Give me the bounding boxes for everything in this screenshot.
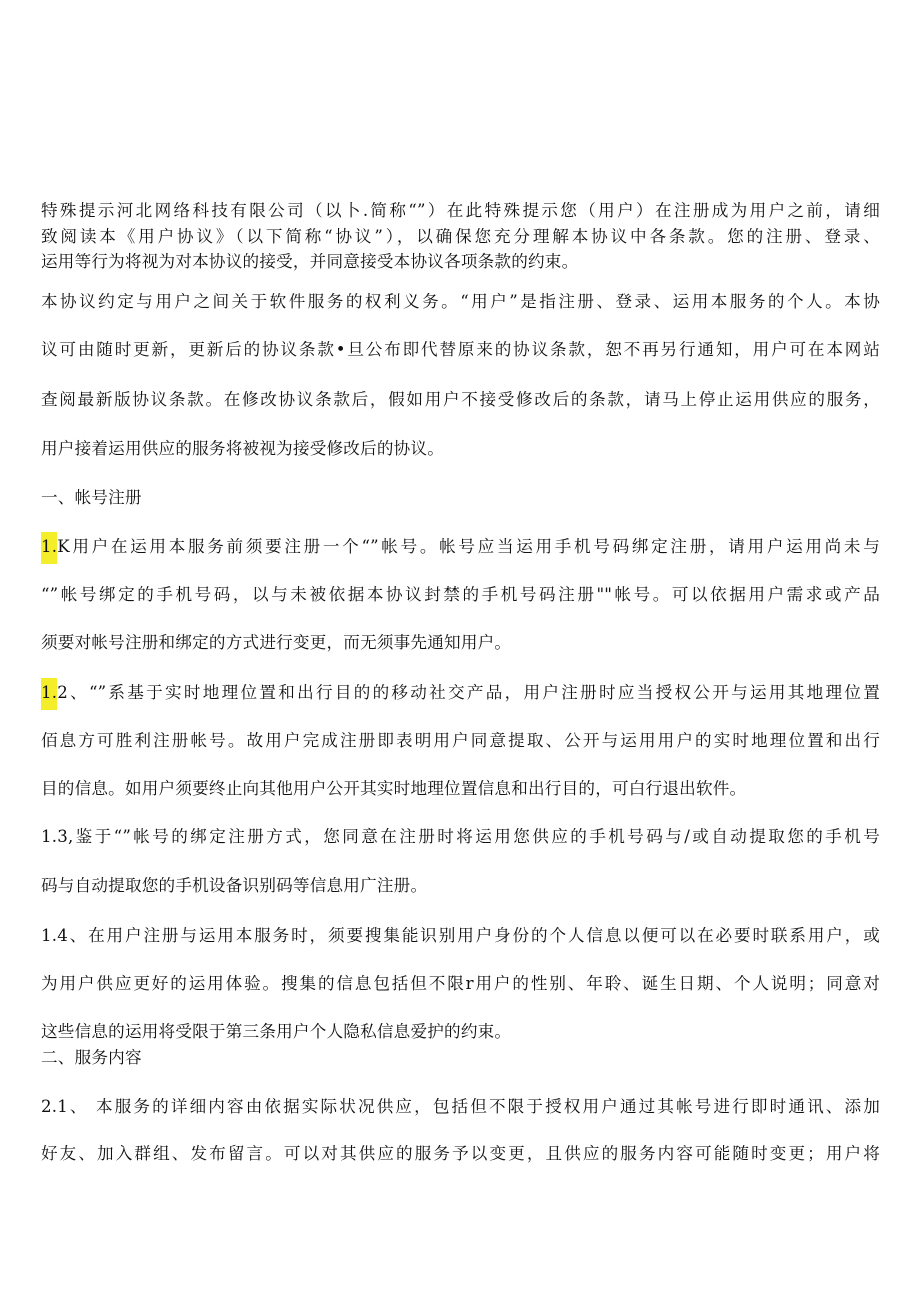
clause-1-4-line-2: 为用户供应更好的运用体验。搜集的信息包括但不限r用户的性别、年聆、诞生日期、个人说明；同意对 xyxy=(41,974,880,993)
clause-1-2-line-2: 佰息方可胜利注册帐号。故用户完成注册即表明用户同意提取、公开与运用用户的实时地理位置和出行 xyxy=(41,731,880,750)
clause-1-2-line-1-text: 2、“”系基于实时地理位置和出行目的的移动社交产品，用户注册时应当授权公开与运用其地理位置 xyxy=(57,683,880,702)
clause-1-2-line-3: 目的信息。如用户须要终止向其他用户公开其实时地理位置信息和出行目的，可白行退出软件。 xyxy=(41,779,747,798)
clause-2-1-line-1: 2.1、 本服务的详细内容由依据实际状况供应，包括但不限于授权用户通过其帐号进行即时通讯、添加 xyxy=(41,1097,880,1116)
paragraph-1-line-2: 致阅读本《用户协议》（以下简称“协议”），以确保您充分理解本协议中各条款。您的注册、登录、 xyxy=(41,227,880,246)
section-heading-service-content: 二、服务内容 xyxy=(41,1048,142,1067)
clause-1-1-line-3: 须要对帐号注册和绑定的方式进行变更，而无须事先通知用户。 xyxy=(41,633,512,652)
clause-1-2-highlight-marker: 1. xyxy=(41,678,57,710)
paragraph-2-line-2: 议可由随时更新，更新后的协议条款•旦公布即代替原来的协议条款，恕不再另行通知，用户可在本网站 xyxy=(41,340,880,359)
paragraph-2-line-4: 用户接着运用供应的服务将被视为接受修改后的协议。 xyxy=(41,439,445,458)
paragraph-1-line-3: 运用等行为将视为对本协议的接受，并同意接受本协议各项条款的约束。 xyxy=(41,252,579,271)
section-heading-account-registration: 一、帐号注册 xyxy=(41,488,142,507)
clause-1-4-line-3: 这些信息的运用将受限于第三条用户个人隐私信息爱护的约束。 xyxy=(41,1022,512,1041)
paragraph-2-line-3: 查阅最新版协议条款。在修改协议条款后，假如用户不接受修改后的条款，请马上停止运用供应的服务， xyxy=(41,390,880,409)
clause-2-1-line-2: 好友、加入群组、发布留言。可以对其供应的服务予以变更，且供应的服务内容可能随时变更；用户将 xyxy=(41,1144,880,1163)
clause-1-1-line-1 xyxy=(41,536,880,560)
clause-1-1-highlight-marker: 1. xyxy=(41,532,57,564)
clause-1-2-line-1 xyxy=(41,682,880,706)
clause-1-4-line-1: 1.4、在用户注册与运用本服务时，须要搜集能识别用户身份的个人信息以便可以在必要时联系用户，或 xyxy=(41,926,880,945)
clause-1-1-line-1-text: K用户在运用本服务前须要注册一个“”帐号。帐号应当运用手机号码绑定注册，请用户运用尚未与 xyxy=(57,537,880,556)
paragraph-2-line-1: 本协议约定与用户之间关于软件服务的权利义务。“用户”是指注册、登录、运用本服务的个人。本协 xyxy=(41,292,880,311)
clause-1-3-line-2: 码与自动提取您的手机设备识别码等信息用广注册。 xyxy=(41,876,428,895)
clause-1-3-line-1: 1.3,鉴于“”帐号的绑定注册方式，您同意在注册时将运用您供应的手机号码与/或自动提取您的手机号 xyxy=(41,827,880,846)
clause-1-1-line-2: “”帐号绑定的手机号码，以与未被依据本协议封禁的手机号码注册""帐号。可以依据用户需求或产品 xyxy=(41,585,880,604)
paragraph-1-line-1: 特殊提示河北网络科技有限公司（以卜.简称“”）在此特殊提示您（用户）在注册成为用户之前，请细 xyxy=(41,201,880,220)
